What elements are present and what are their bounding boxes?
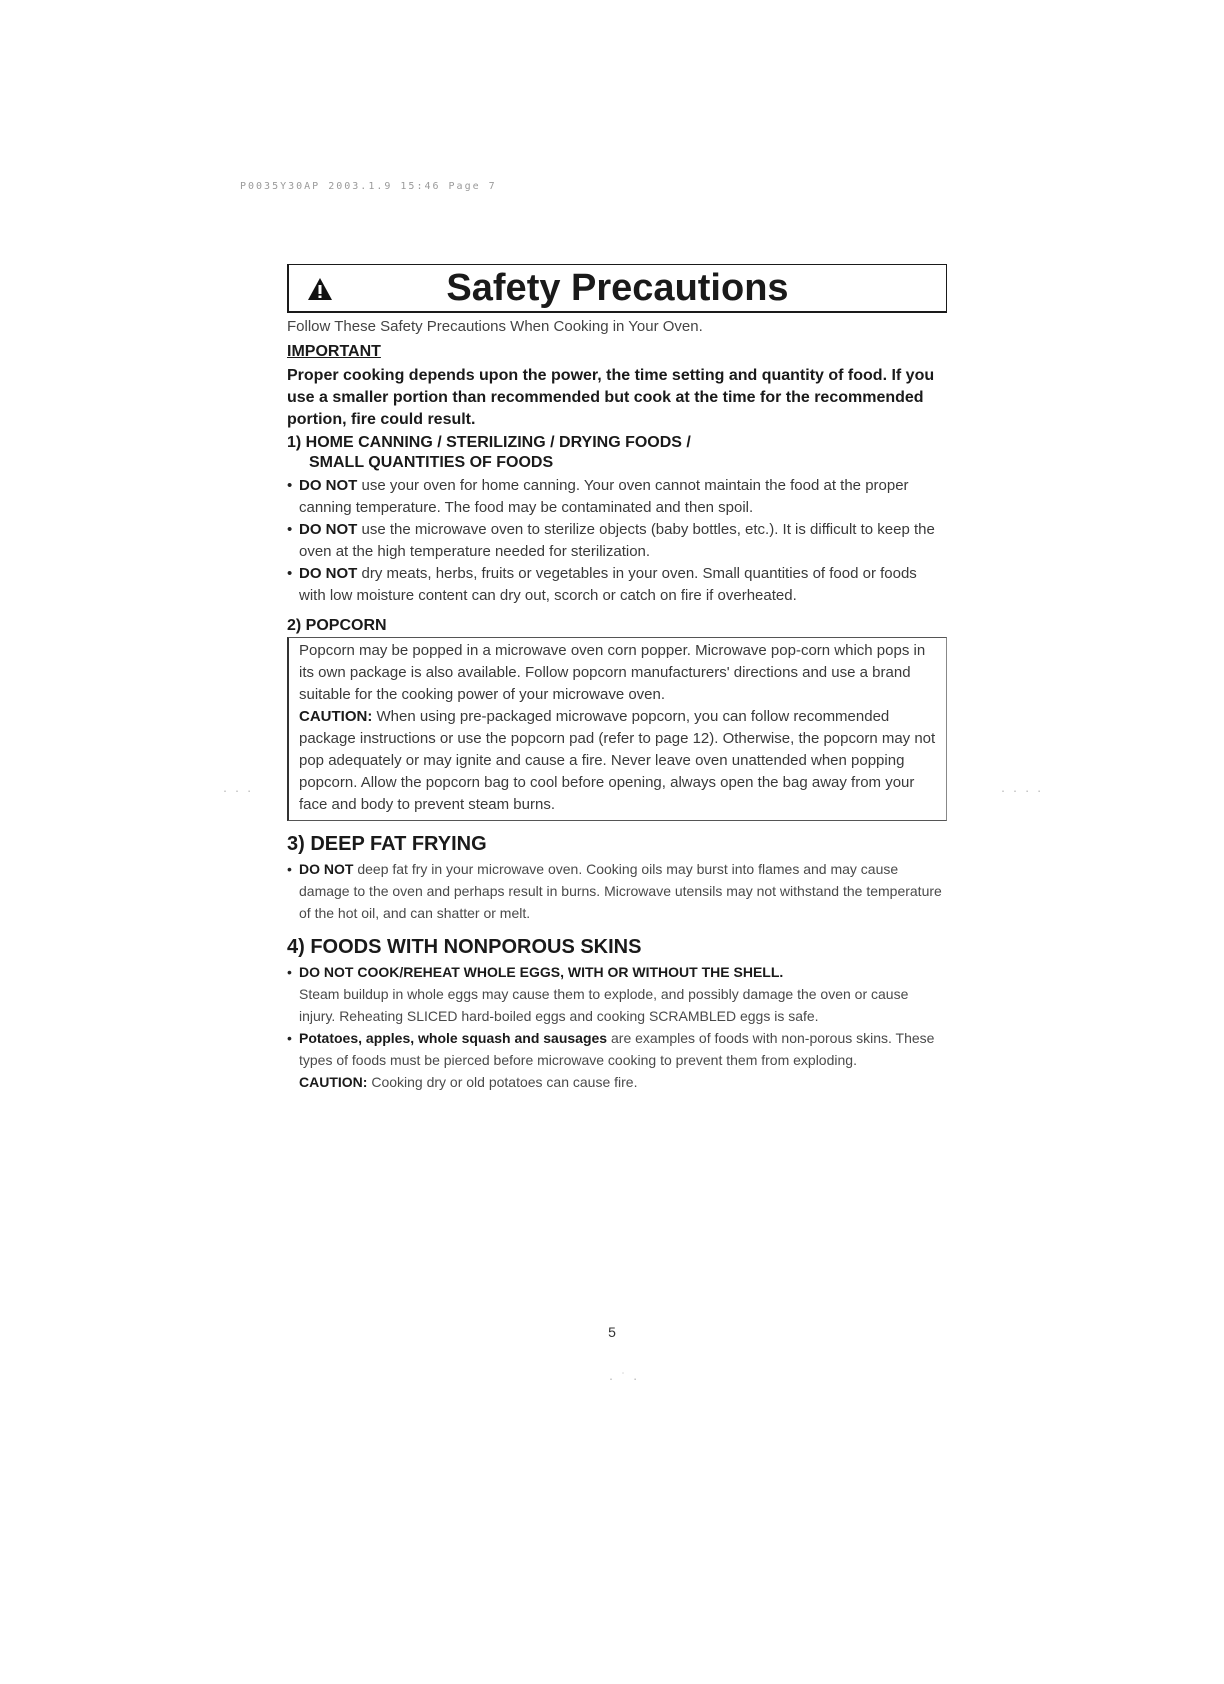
section1-bullets — [287, 475, 947, 607]
section2-heading: 2) POPCORN — [287, 617, 387, 634]
scan-artifact: . . . — [222, 784, 253, 795]
page-title: Safety Precautions — [446, 267, 789, 309]
caution-text: Cooking dry or old potatoes can cause fire. — [371, 1074, 638, 1090]
bullet-text: Steam buildup in whole eggs may cause them to explode, and possibly damage the oven or cause injury. Reheating SLICED hard-boiled eggs and cooking SCRAMBLED eggs is safe. — [299, 986, 909, 1024]
important-text: Proper cooking depends upon the power, the time setting and quantity of food. If you use a smaller portion than recommended but cook at the time for the recommended portion, fire could result. — [287, 367, 935, 428]
bullet-text: deep fat fry in your microwave oven. Cooking oils may burst into flames and may cause damage to the oven and perhaps result in burns. Microwave utensils may not withstand the temperature of the hot oil, and can shatter or melt. — [299, 861, 942, 921]
list-item — [287, 858, 947, 924]
caution-label: CAUTION: — [299, 708, 373, 725]
caution-label: CAUTION: — [299, 1074, 368, 1090]
important-label: IMPORTANT — [287, 343, 381, 360]
list-item — [287, 961, 947, 1027]
page-number: 5 — [608, 1324, 616, 1340]
bullet-text: use the microwave oven to sterilize objects (baby bottles, etc.). It is difficult to keep the oven at the high temperature needed for sterilization. — [299, 521, 935, 560]
section3-heading: 3) DEEP FAT FRYING — [287, 833, 487, 855]
bullet-keyword: Potatoes, apples, whole squash and sausages — [299, 1030, 608, 1046]
fax-header-line: P0035Y30AP 2003.1.9 15:46 Page 7 — [240, 181, 497, 192]
bullet-text: dry meats, herbs, fruits or vegetables in your oven. Small quantities of food or foods with low moisture content can dry out, scorch or catch on fire if overheated. — [299, 565, 917, 604]
scan-artifact: . ˙ . — [608, 1372, 639, 1383]
page-content — [287, 264, 947, 1093]
caution-text: When using pre-packaged microwave popcorn, you can follow recommended package instructions or use the popcorn pad (refer to page 12). Otherwise, the popcorn may not pop adequately or may ignite and cause a fire. Never leave oven unattended when popping popcorn. Allow the popcorn bag to cool before opening, always open the bag away from your face and body to prevent steam burns. — [299, 708, 936, 813]
scan-artifact: . . . . — [1000, 784, 1043, 795]
bullet-keyword: DO NOT — [299, 477, 358, 494]
title-box — [287, 264, 947, 313]
popcorn-box — [287, 637, 947, 821]
section1-heading-line1: 1) HOME CANNING / STERILIZING / DRYING FOODS / — [287, 434, 691, 451]
bullet-text: use your oven for home canning. Your oven cannot maintain the food at the proper canning temperature. The food may be contaminated and then spoil. — [299, 477, 909, 516]
section4-heading: 4) FOODS WITH NONPOROUS SKINS — [287, 936, 642, 958]
bullet-heading: DO NOT COOK/REHEAT WHOLE EGGS, WITH OR WITHOUT THE SHELL. — [299, 964, 784, 980]
bullet-keyword: DO NOT — [299, 565, 358, 582]
list-item — [287, 475, 947, 519]
list-item — [287, 563, 947, 607]
section4-caution — [287, 1071, 947, 1093]
bullet-text: are examples of foods with non-porous skins. These types of foods must be pierced before microwave cooking to prevent them from exploding. — [299, 1030, 935, 1068]
section4-bullets — [287, 961, 947, 1071]
section3-bullets — [287, 858, 947, 924]
list-item — [287, 1027, 947, 1071]
section1-heading-line2: SMALL QUANTITIES OF FOODS — [309, 454, 554, 471]
section1-heading — [287, 433, 947, 473]
bullet-keyword: DO NOT — [299, 861, 354, 877]
list-item — [287, 519, 947, 563]
popcorn-paragraph: Popcorn may be popped in a microwave oven corn popper. Microwave pop-corn which pops in its own package is also available. Follow popcorn manufacturers' directions and use a brand suitable for the cooking power of your microwave oven. — [299, 642, 926, 703]
popcorn-caution — [299, 706, 936, 816]
intro-text: Follow These Safety Precautions When Cooking in Your Oven. — [287, 318, 703, 335]
bullet-keyword: DO NOT — [299, 521, 358, 538]
